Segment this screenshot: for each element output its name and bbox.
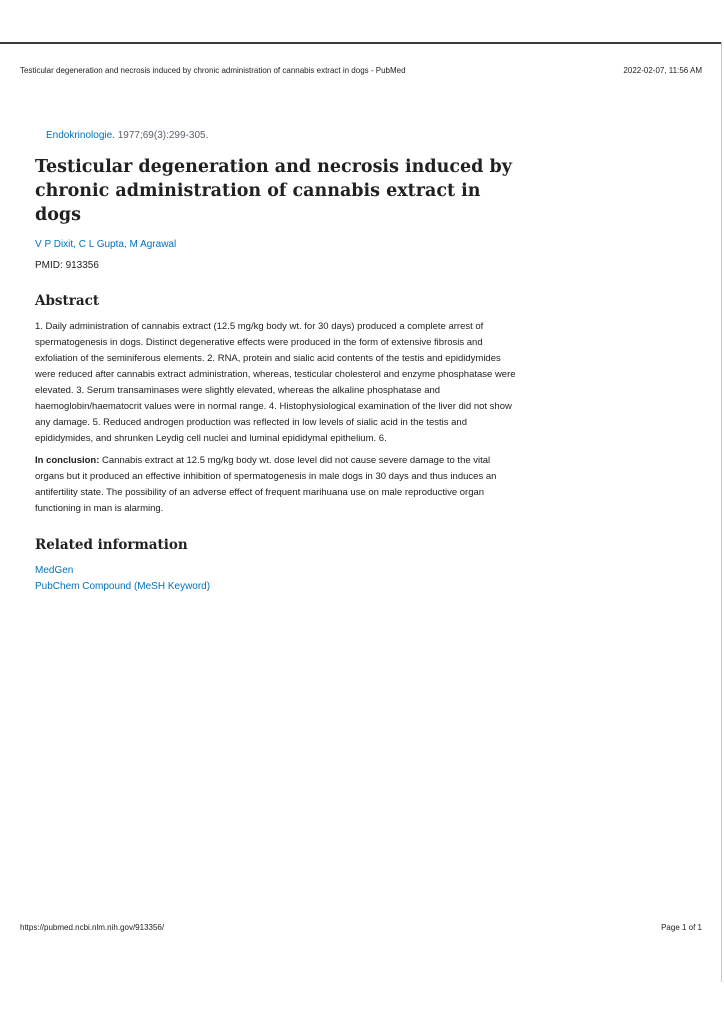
abstract-heading: Abstract bbox=[35, 293, 100, 309]
related-heading: Related information bbox=[35, 537, 188, 553]
citation bbox=[46, 130, 520, 141]
print-page-title: Testicular degeneration and necrosis induced by chronic administration of cannabis extract in dogs - PubMed bbox=[20, 66, 406, 75]
top-border bbox=[0, 42, 722, 44]
author-link[interactable]: M Agrawal bbox=[129, 239, 177, 250]
related-links bbox=[35, 563, 520, 595]
article-content bbox=[35, 130, 520, 595]
related-link-pubchem[interactable]: PubChem Compound (MeSH Keyword) bbox=[35, 581, 211, 592]
journal-link[interactable]: Endokrinologie. bbox=[46, 130, 115, 141]
abstract-body: 1. Daily administration of cannabis extract (12.5 mg/kg body wt. for 30 days) produced a complete arrest of spermatogenesis in dogs. Distinct degenerative effects were produced in the form of extensive fibrosis and exfoliation of the seminiferous elements. 2. RNA, protein and sialic acid contents of the testis and epididymides were reduced after cannabis extract administration, whereas, testicular cholesterol and enzyme phosphatase were elevated. 3. Serum transaminases were slightly elevated, whereas the alkaline phosphatase and haemoglobin/haematocrit values were in normal range. 4. Histophysiological examination of the liver did not show any damage. 5. Reduced androgen production was reflected in low levels of sialic acid in the testis and epididymides, and shrunken Leydig cell nuclei and luminal epididymal epithelium. 6. bbox=[35, 321, 516, 444]
pmid bbox=[35, 260, 520, 271]
abstract-conclusion bbox=[35, 453, 520, 517]
related-link-medgen[interactable]: MedGen bbox=[35, 565, 74, 576]
citation-details: 1977;69(3):299-305. bbox=[117, 130, 209, 141]
pmid-label: PMID: bbox=[35, 260, 63, 271]
conclusion-label: In conclusion: bbox=[35, 455, 100, 466]
print-page-number: Page 1 of 1 bbox=[661, 923, 702, 932]
authors-list: V P Dixit, C L Gupta, M Agrawal bbox=[35, 239, 177, 250]
print-url: https://pubmed.ncbi.nlm.nih.gov/913356/ bbox=[20, 923, 165, 932]
print-datetime: 2022-02-07, 11:56 AM bbox=[623, 66, 702, 75]
author-link[interactable]: V P Dixit bbox=[35, 239, 74, 250]
pmid-value: 913356 bbox=[65, 260, 99, 271]
page-edge bbox=[721, 42, 722, 982]
conclusion-text: Cannabis extract at 12.5 mg/kg body wt. dose level did not cause severe damage to the vital organs but it produced an effective inhibition of spermatogenesis in male dogs in 30 days and thus induces an antifertility state. The possibility of an adverse effect of frequent marihuana use on male reproductive organ functioning in man is alarming. bbox=[35, 455, 497, 514]
author-link[interactable]: C L Gupta bbox=[78, 239, 124, 250]
print-footer bbox=[20, 923, 702, 932]
abstract bbox=[35, 319, 520, 517]
print-header bbox=[20, 66, 702, 75]
article-title: Testicular degeneration and necrosis induced by chronic administration of cannabis extract in dogs bbox=[35, 157, 512, 225]
